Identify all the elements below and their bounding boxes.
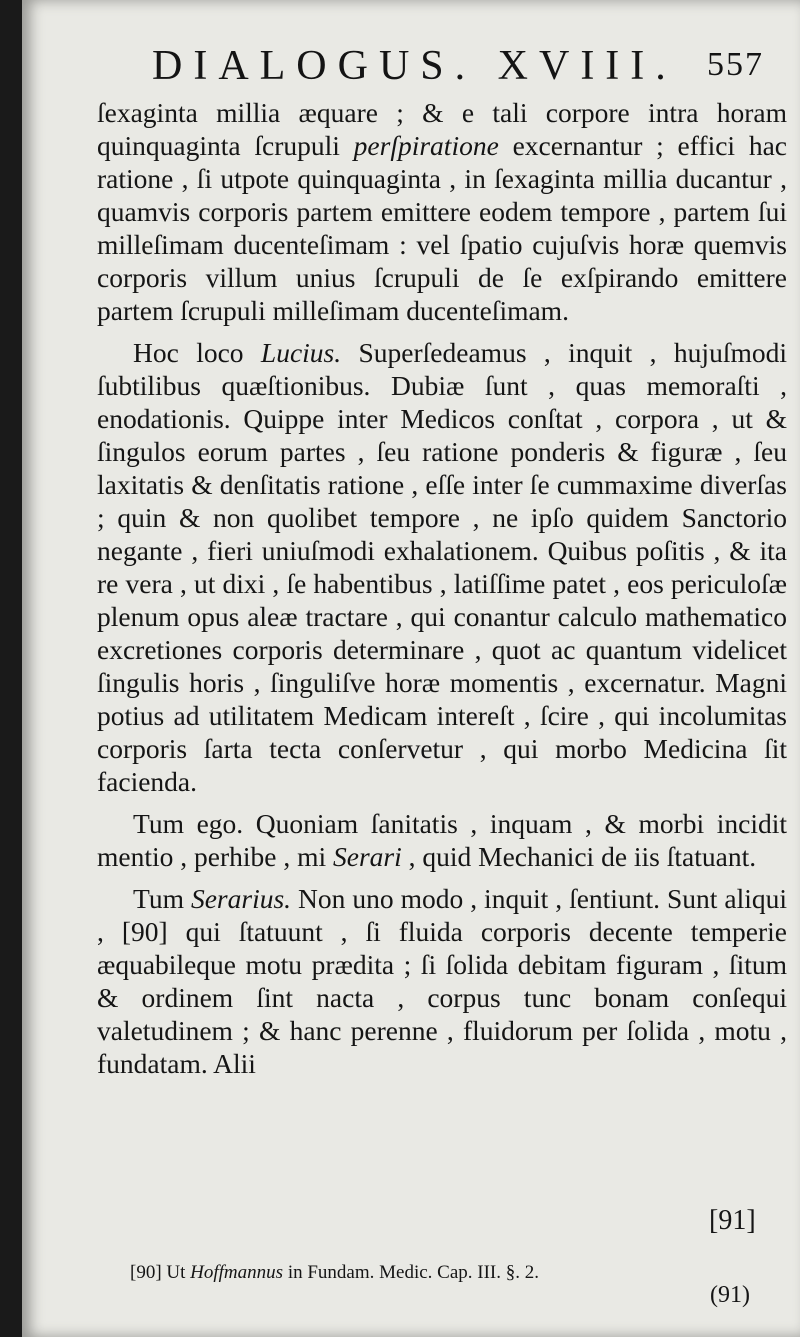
paragraph-text: , quid Mechanici de iis ſtatuant. [401,841,757,872]
paragraph [97,882,787,1080]
paragraph-text: Hoc loco [133,337,261,368]
italic-name: perſpiratione [353,130,499,161]
paragraph-text: ſexaginta millia æquare ; & e tali corpore intra horam quinquaginta ſcrupuli [97,97,787,161]
running-header [152,38,792,98]
italic-name: Lucius. [260,337,342,368]
footnote-marker: [90] [130,1262,162,1283]
paragraph-text: Tum [133,883,191,914]
footnote-pre: Ut [161,1262,191,1283]
paragraph [97,96,787,327]
body-text [97,96,787,1089]
paragraph-text: Superſedeamus , inquit , hujuſmodi ſubtilibus quæſtionibus. Dubiæ ſunt , quas memoraſti , enodationis. Quippe inter Medicos conſtat , corpora , ut & ſingulos eorum partes , ſeu ratione ponderis & figuræ , ſeu laxitatis & denſitatis ratione , eſſe inter ſe cummaxime diverſas ; quin & non quolibet tempore , ne ipſo quidem Sanctorio negante , fieri uniuſmodi exhalationem. Quibus poſitis , & ita re vera , ut dixi , ſe habentibus , latiſſime patet , eos periculoſæ plenum opus aleæ tractare , qui conantur calculo mathematico excretiones corporis determinare , quot ac quantum videlicet ſingulis horis , ſinguliſve horæ momentis , excernatur. Magni potius ad utilitatem Medicam intereſt , ſcire , qui incolumitas corporis ſarta tecta conſervetur , qui morbo Medicina ſit facienda. [97,337,787,797]
footnote-reference: in Fundam. Medic. Cap. III. §. 2. [283,1262,539,1283]
catchword: [91] [709,1205,756,1236]
page-number: 557 [707,46,764,83]
paragraph-text: Non uno modo , inquit , ſentiunt. Sunt aliqui , [90] qui ſtatuunt , ſi fluida corporis decente temperie æquabileque motu prædita ; ſi ſolida debitam figuram , ſitum & ordinem ſint nacta , corpus tunc bonam conſequi valetudinem ; & hanc perenne , fluidorum per ſolida , motu , fundatam. Alii [97,883,787,1079]
running-title: DIALOGUS. XVIII. [152,43,677,89]
paragraph-text: Tum ego. Quoniam ſanitatis , inquam , & morbi incidit mentio , perhibe , mi [97,808,787,872]
signature-mark: (91) [710,1282,750,1308]
book-page [22,0,800,1337]
italic-name: Serari [333,841,402,872]
italic-name: Serarius. [190,883,292,914]
footnote-author: Hoffmannus [190,1262,284,1283]
paragraph-text: excernantur ; effici hac ratione , ſi utpote quinquaginta , in ſexaginta millia ducantur , quamvis corporis partem emittere eodem tempore , partem ſui milleſimam ducenteſimam : vel ſpatio cujuſvis horæ quemvis corporis villum unius ſcrupuli de ſe exſpirando emittere partem ſcrupuli milleſimam ducenteſimam. [97,130,787,326]
paragraph [97,336,787,798]
paragraph [97,807,787,873]
footnote [130,1262,730,1284]
